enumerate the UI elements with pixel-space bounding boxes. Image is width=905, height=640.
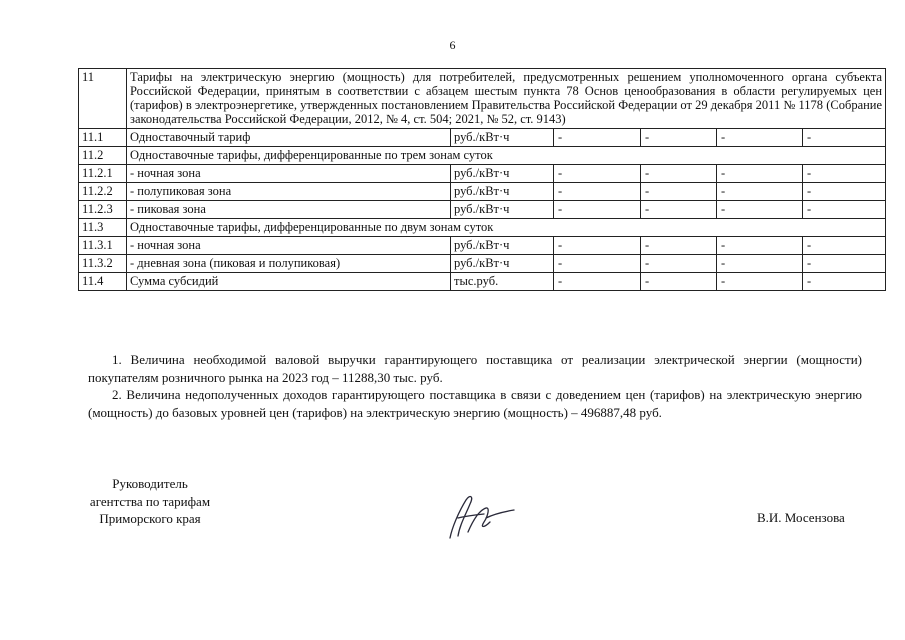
row-value: - xyxy=(641,201,717,219)
signer-title-line-1: Руководитель xyxy=(112,476,188,491)
table-row xyxy=(79,237,886,255)
table-row xyxy=(79,255,886,273)
row-number: 11.1 xyxy=(79,129,127,147)
row-value: - xyxy=(803,255,886,273)
row-unit: руб./кВт·ч xyxy=(451,201,554,219)
row-name: - ночная зона xyxy=(127,237,451,255)
table-row xyxy=(79,183,886,201)
row-unit: руб./кВт·ч xyxy=(451,129,554,147)
row-value: - xyxy=(554,255,641,273)
signer-title-line-2: агентства по тарифам xyxy=(89,493,211,509)
row-number: 11.2 xyxy=(79,147,127,165)
subsection-row xyxy=(79,219,886,237)
row-unit: руб./кВт·ч xyxy=(451,183,554,201)
row-value: - xyxy=(554,183,641,201)
row-name: Сумма субсидий xyxy=(127,273,451,291)
row-name: Одноставочные тарифы, дифференцированные по двум зонам суток xyxy=(127,219,886,237)
row-name: - дневная зона (пиковая и полупиковая) xyxy=(127,255,451,273)
row-number: 11.2.3 xyxy=(79,201,127,219)
row-value: - xyxy=(803,165,886,183)
table-row xyxy=(79,165,886,183)
subsection-row xyxy=(79,147,886,165)
row-value: - xyxy=(641,237,717,255)
note-1: 1. Величина необходимой валовой выручки гарантирующего поставщика от реализации электрической энергии (мощности) покупателям розничного рынка на 2023 год – 11288,30 тыс. руб. xyxy=(88,352,862,385)
row-unit: руб./кВт·ч xyxy=(451,255,554,273)
table-row xyxy=(79,129,886,147)
row-unit: тыс.руб. xyxy=(451,273,554,291)
row-value: - xyxy=(717,237,803,255)
table-row xyxy=(79,273,886,291)
row-value: - xyxy=(554,273,641,291)
row-value: - xyxy=(803,183,886,201)
row-value: - xyxy=(717,273,803,291)
section-title: Тарифы на электрическую энергию (мощность) для потребителей, предусмотренных решением уполномоченного органа субъекта Российской Федерации, принятым в соответствии с абзацем шестым пункта 78 Основ ценообразования в области регулируемых цен (тарифов) в электроэнергетике, утвержденных постановлением Правительства Российской Федерации от 29 декабря 2011 № 1178 (Собрание законодательства Российской Федерации, 2012, № 4, ст. 504; 2021, № 52, ст. 9143) xyxy=(127,69,886,129)
row-unit: руб./кВт·ч xyxy=(451,237,554,255)
row-name: Одноставочный тариф xyxy=(127,129,451,147)
row-value: - xyxy=(717,201,803,219)
row-value: - xyxy=(717,183,803,201)
row-name: - полупиковая зона xyxy=(127,183,451,201)
row-value: - xyxy=(717,129,803,147)
row-number: 11.3.1 xyxy=(79,237,127,255)
row-number: 11.2.1 xyxy=(79,165,127,183)
page-number: 6 xyxy=(449,38,456,52)
row-value: - xyxy=(641,255,717,273)
row-value: - xyxy=(803,273,886,291)
row-value: - xyxy=(803,129,886,147)
notes xyxy=(88,351,862,421)
section-row xyxy=(79,69,886,129)
signer-title-line-3: Приморского края xyxy=(99,511,201,526)
row-name: - пиковая зона xyxy=(127,201,451,219)
table-row xyxy=(79,201,886,219)
row-number: 11.2.2 xyxy=(79,183,127,201)
row-value: - xyxy=(717,255,803,273)
row-value: - xyxy=(554,237,641,255)
handwritten-signature xyxy=(440,488,520,548)
row-unit: руб./кВт·ч xyxy=(451,165,554,183)
row-value: - xyxy=(554,165,641,183)
row-number: 11.3 xyxy=(79,219,127,237)
row-value: - xyxy=(641,129,717,147)
row-number: 11.4 xyxy=(79,273,127,291)
row-value: - xyxy=(554,201,641,219)
row-value: - xyxy=(641,165,717,183)
row-number: 11.3.2 xyxy=(79,255,127,273)
row-value: - xyxy=(803,237,886,255)
row-value: - xyxy=(717,165,803,183)
note-2: 2. Величина недополученных доходов гарантирующего поставщика в связи с доведением цен (тарифов) на электрическую энергию (мощность) до базовых уровней цен (тарифов) на электрическую энергию (мощность) – 496887,48 руб. xyxy=(88,387,862,420)
row-value: - xyxy=(641,273,717,291)
row-value: - xyxy=(554,129,641,147)
section-number: 11 xyxy=(79,69,127,129)
signer-name: В.И. Мосензова xyxy=(757,510,845,525)
signer-title xyxy=(75,475,225,528)
row-value: - xyxy=(803,201,886,219)
tariff-table xyxy=(78,68,886,291)
row-name: Одноставочные тарифы, дифференцированные по трем зонам суток xyxy=(127,147,886,165)
row-value: - xyxy=(641,183,717,201)
row-name: - ночная зона xyxy=(127,165,451,183)
